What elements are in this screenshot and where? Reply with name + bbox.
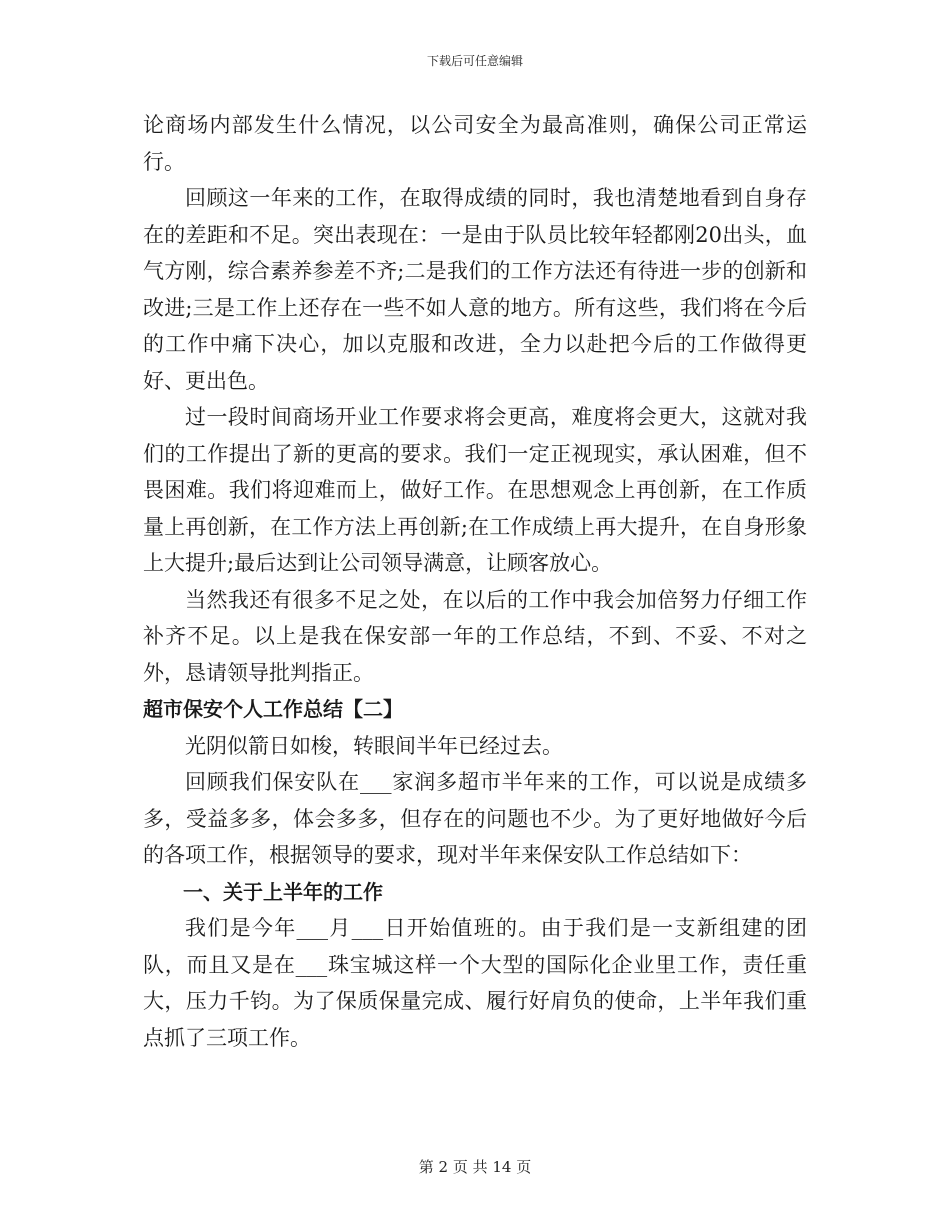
paragraph-review: 回顾这一年来的工作，在取得成绩的同时，我也清楚地看到自身存在的差距和不足。突出表现在：一是由于队员比较年轻都刚20出头，血气方刚，综合素养参差不齐;二是我们的工作方法还有待进一步的创新和改进;三是工作上还存在一些不如人意的地方。所有这些，我们将在今后的工作中痛下决心，加以克服和改进，全力以赴把今后的工作做得更好、更出色。 [143, 186, 807, 393]
section-title: 超市保安个人工作总结【二】 [143, 697, 403, 721]
subsection-heading: 一、关于上半年的工作 [183, 879, 383, 904]
paragraph-continued: 论商场内部发生什么情况，以公司安全为最高准则，确保公司正常运行。 [143, 113, 807, 174]
page-header: 下载后可任意编辑 [426, 54, 523, 68]
paragraph-closing: 当然我还有很多不足之处，在以后的工作中我会加倍努力仔细工作补齐不足。以上是我在保安部一年的工作总结，不到、不妥、不对之外，恳请领导批判指正。 [143, 587, 807, 685]
document-body [143, 107, 807, 1056]
paragraph-future-requirements: 过一段时间商场开业工作要求将会更高，难度将会更大，这就对我们的工作提出了新的更高的要求。我们一定正视现实，承认困难，但不畏困难。我们将迎难而上，做好工作。在思想观念上再创新，在工作质量上再创新，在工作方法上再创新;在工作成绩上再大提升，在自身形象上大提升;最后达到让公司领导满意，让顾客放心。 [143, 405, 807, 575]
page-footer: 第 2 页 共 14 页 [418, 1158, 532, 1176]
paragraph-first-half-work: 我们是今年___月___日开始值班的。由于我们是一支新组建的团队，而且又是在___珠宝城这样一个大型的国际化企业里工作，责任重大，压力千钧。为了保质保量完成、履行好肩负的使命，上半年我们重点抓了三项工作。 [143, 916, 807, 1050]
paragraph-intro: 光阴似箭日如梭，转眼间半年已经过去。 [185, 733, 563, 758]
paragraph-overview: 回顾我们保安队在___家润多超市半年来的工作，可以说是成绩多多，受益多多，体会多多，但存在的问题也不少。为了更好地做好今后的各项工作，根据领导的要求，现对半年来保安队工作总结如下： [143, 770, 807, 867]
